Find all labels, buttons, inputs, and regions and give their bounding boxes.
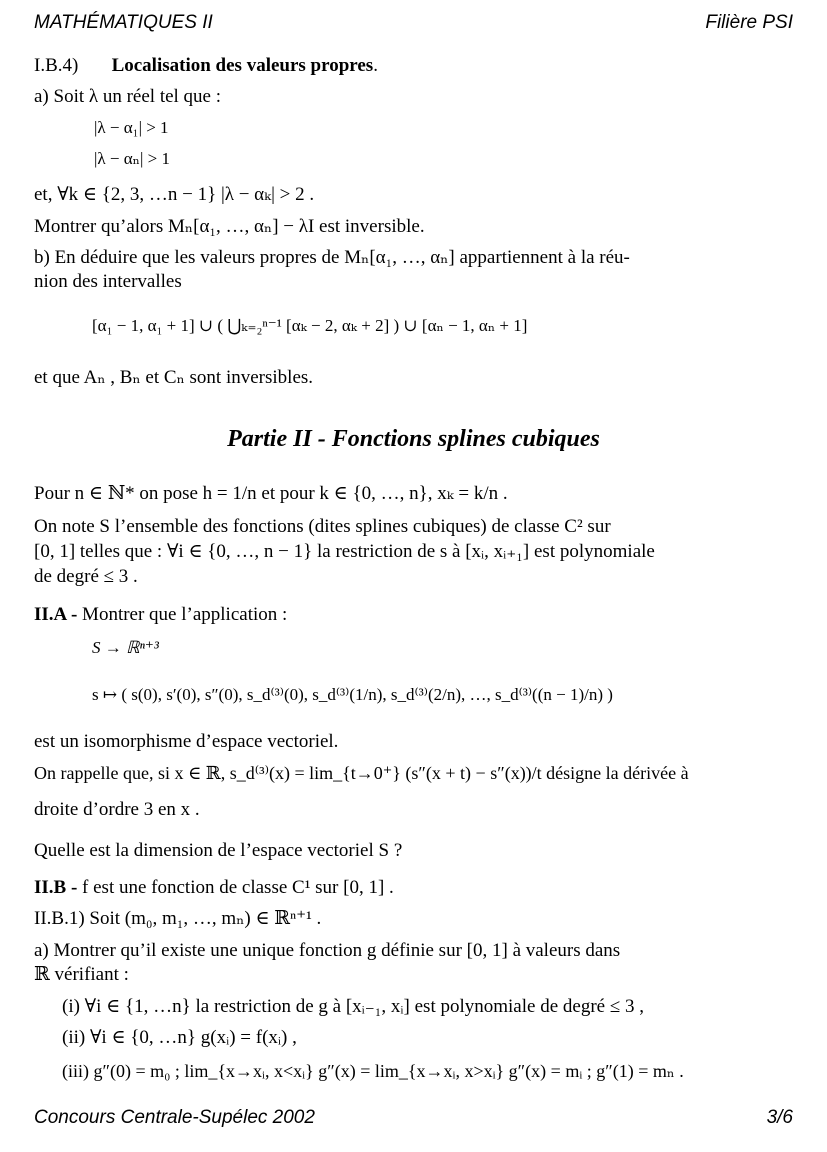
note-line-2: [0, 1] telles que : ∀i ∈ {0, …, n − 1} la restriction de s à [xᵢ, xᵢ₊₁] est polynomiale: [34, 541, 655, 562]
rappel-line-2: droite d’ordre 3 en x .: [34, 799, 200, 820]
map-line-2: s ↦ ( s(0), s′(0), s″(0), s_d⁽³⁾(0), s_d⁽³⁾(1/n), s_d⁽³⁾(2/n), …, s_d⁽³⁾((n − 1)/n) ): [92, 685, 613, 704]
map-line-1: S → ℝⁿ⁺³: [92, 638, 159, 657]
iib-text: f est une fonction de classe C¹ sur [0, 1] .: [77, 877, 394, 898]
iia-heading: [34, 604, 287, 626]
condition-ii: (ii) ∀i ∈ {0, …n} g(xᵢ) = f(xᵢ) ,: [62, 1027, 297, 1048]
condition-2: |λ − αₙ| > 1: [94, 149, 170, 168]
section-title: Localisation des valeurs propres: [111, 55, 374, 76]
iib-label: II.B -: [34, 877, 78, 898]
iia-text: Montrer que l’application :: [77, 604, 288, 625]
b-line-2: nion des intervalles: [34, 271, 182, 292]
section-number: I.B.4): [34, 55, 79, 76]
b-line-1: b) En déduire que les valeurs propres de Mₙ[α₁, …, αₙ] appartiennent à la réu-: [34, 247, 630, 268]
footer-right: 3/6: [766, 1107, 793, 1128]
condition-i: (i) ∀i ∈ {1, …n} la restriction de g à [xᵢ₋₁, xᵢ] est polynomiale de degré ≤ 3 ,: [62, 996, 645, 1017]
condition-1: |λ − α₁| > 1: [94, 118, 169, 137]
iib-a-line-2: ℝ vérifiant :: [34, 964, 129, 985]
show-invertible: Montrer qu’alors Mₙ[α₁, …, αₙ] − λI est inversible.: [34, 216, 425, 237]
conclusion: et que Aₙ , Bₙ et Cₙ sont inversibles.: [34, 367, 314, 388]
union-formula: [α₁ − 1, α₁ + 1] ∪ ( ⋃ₖ₌₂ⁿ⁻¹ [αₖ − 2, αₖ + 2] ) ∪ [αₙ − 1, αₙ + 1]: [92, 316, 528, 335]
section-ib4-heading: I.B.4) Localisation des valeurs propres.: [34, 55, 378, 76]
iia-label: II.A -: [34, 604, 78, 625]
rappel-line-1: On rappelle que, si x ∈ ℝ, s_d⁽³⁾(x) = lim_{t→0⁺} (s″(x + t) − s″(x))/t désigne la dérivée à: [34, 763, 689, 783]
iib-heading: [34, 877, 394, 899]
footer-left: Concours Centrale-Supélec 2002: [34, 1107, 315, 1128]
part-2-title: Partie II - Fonctions splines cubiques: [227, 426, 600, 452]
iib1-line: II.B.1) Soit (m₀, m₁, …, mₙ) ∈ ℝⁿ⁺¹ .: [34, 908, 322, 929]
dimension-question: Quelle est la dimension de l’espace vectoriel S ?: [34, 840, 403, 861]
isomorphism-line: est un isomorphisme d’espace vectoriel.: [34, 731, 339, 752]
pose-line: Pour n ∈ ℕ* on pose h = 1/n et pour k ∈ {0, …, n}, xₖ = k/n .: [34, 483, 508, 504]
condition-3: et, ∀k ∈ {2, 3, …n − 1} |λ − αₖ| > 2 .: [34, 184, 315, 205]
condition-iii: (iii) g″(0) = m₀ ; lim_{x→xᵢ, x<xᵢ} g″(x) = lim_{x→xᵢ, x>xᵢ} g″(x) = mᵢ ; g″(1) = mₙ .: [62, 1061, 684, 1081]
a-intro: a) Soit λ un réel tel que :: [34, 86, 222, 107]
iib-a-line-1: a) Montrer qu’il existe une unique fonction g définie sur [0, 1] à valeurs dans: [34, 940, 621, 961]
header-right: Filière PSI: [705, 12, 793, 33]
note-line-3: de degré ≤ 3 .: [34, 566, 138, 587]
header-left: MATHÉMATIQUES II: [34, 12, 213, 33]
note-line-1: On note S l’ensemble des fonctions (dites splines cubiques) de classe C² sur: [34, 516, 611, 537]
